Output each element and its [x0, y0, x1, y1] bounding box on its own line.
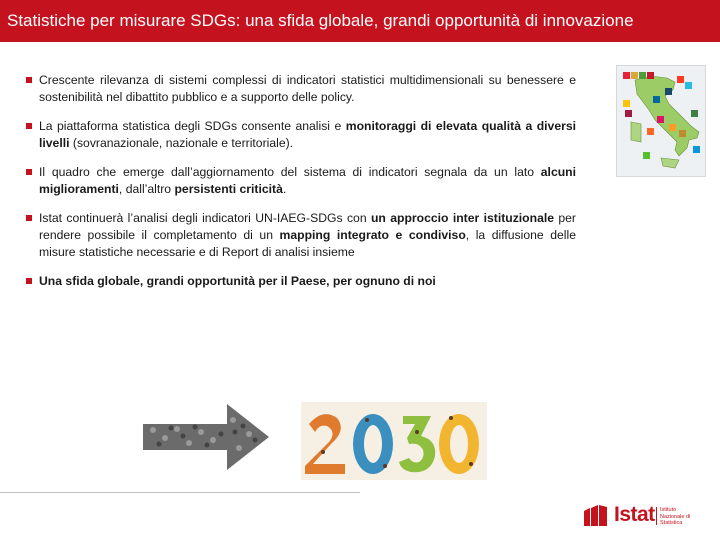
2030-collage-image — [301, 402, 487, 480]
bullet-text: Istat continuerà l’analisi degli indicatori UN-IAEG-SDGs con — [39, 211, 371, 225]
bullet-item — [24, 72, 576, 106]
bullet-bold-text: Una sfida globale, grandi opportunità per il Paese, per ognuno di noi — [39, 274, 436, 288]
italy-map-graphic — [617, 66, 706, 177]
bullet-text: Il quadro che emerge dall’aggiornamento del sistema di indicatori segnala da un lato — [39, 165, 541, 179]
bullet-square-icon — [26, 169, 32, 175]
bullet-bold-text: monitoraggi di elevata qualità a diversi livelli — [39, 119, 576, 150]
logo-separator — [656, 507, 657, 525]
footer-divider — [0, 492, 360, 493]
bullet-text: , dall’altro — [118, 182, 175, 196]
crowd-arrow-image — [143, 398, 273, 476]
bullet-item — [24, 118, 576, 152]
bullet-text: , la diffusione delle misure statistiche necessarie e di Report di analisi insieme — [39, 228, 576, 259]
bullet-square-icon — [26, 77, 32, 83]
bullet-text: Crescente rilevanza di sistemi complessi di indicatori statistici multidimensionali su benessere e sostenibilità nel dibattito pubblico e a supporto delle policy. — [39, 73, 576, 104]
bullet-text: La piattaforma statistica degli SDGs consente analisi e — [39, 119, 346, 133]
bullet-item — [24, 273, 576, 290]
bullet-bold-text: persistenti criticità — [174, 182, 283, 196]
bullet-text: (sovranazionale, nazionale e territoriale). — [69, 136, 294, 150]
bullet-text: . — [282, 182, 287, 196]
bullet-text: per rendere possibile il completamento di un — [39, 211, 576, 242]
logo-wordmark: Istat — [614, 503, 655, 526]
istat-logo-mark-icon — [584, 505, 610, 527]
bullet-list — [24, 72, 576, 302]
bullet-item — [24, 210, 576, 261]
bullet-square-icon — [26, 123, 32, 129]
italy-sdg-map-image — [616, 65, 706, 177]
bullet-bold-text: alcuni miglioramenti — [39, 165, 576, 196]
bullet-bold-text: mapping integrato e condiviso — [279, 228, 466, 242]
bullet-item — [24, 164, 576, 198]
slide-title: Statistiche per misurare SDGs: una sfida globale, grandi opportunità di innovazione — [0, 0, 720, 42]
istat-logo — [584, 503, 704, 529]
logo-subtitle: Istituto Nazionale di Statistica — [660, 507, 691, 526]
bullet-square-icon — [26, 215, 32, 221]
bullet-square-icon — [26, 278, 32, 284]
bullet-bold-text: un approccio inter istituzionale — [370, 211, 555, 225]
